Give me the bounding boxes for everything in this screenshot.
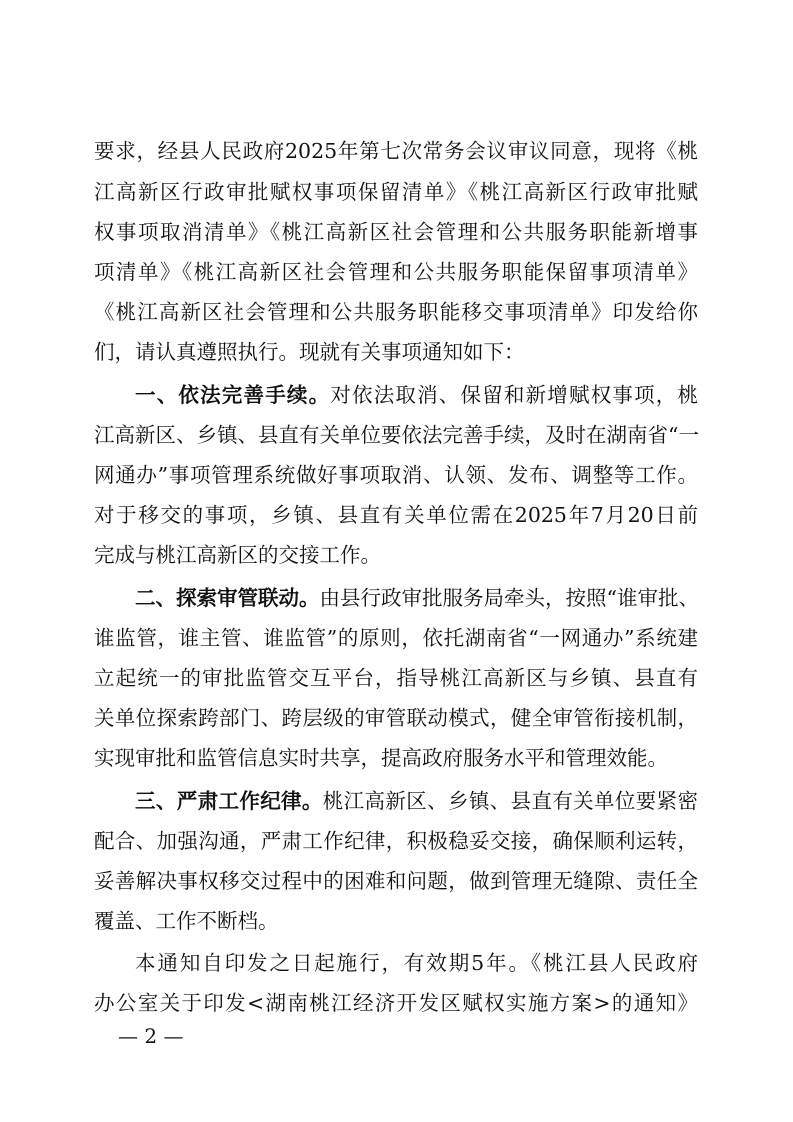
body-text: 对依法取消、保留和新增赋权事项，桃 (330, 383, 699, 407)
body-line (0, 535, 793, 575)
body-line (0, 618, 793, 658)
body-text: 网通办”事项管理系统做好事项取消、认领、发布、调整等工作。 (94, 463, 698, 487)
body-line (0, 698, 793, 738)
body-text: 由县行政审批服务局牵头，按照“谁审批、 (319, 586, 699, 610)
section-line-content (135, 578, 698, 618)
section-line-content (135, 781, 698, 821)
body-line (0, 455, 793, 495)
section-first-line (0, 578, 793, 618)
body-line (0, 252, 793, 292)
page-number: — 2 — (118, 1024, 184, 1048)
body-line (0, 332, 793, 372)
body-text: 办公室关于印发<湖南桃江经济开发区赋权实施方案>的通知》 (94, 991, 698, 1015)
body-text: 立起统一的审批监管交互平台，指导桃江高新区与乡镇、县直有 (94, 666, 698, 690)
body-text: 配合、加强沟通，严肃工作纪律，积极稳妥交接，确保顺利运转， (94, 829, 698, 853)
body-line (0, 861, 793, 901)
body-text: 要求，经县人民政府2025年第七次常务会议审议同意，现将《桃 (94, 139, 698, 163)
body-line (0, 658, 793, 698)
body-text: 权事项取消清单》《桃江高新区社会管理和公共服务职能新增事 (94, 220, 698, 244)
body-line (0, 901, 793, 941)
body-line (0, 131, 793, 171)
section-line-content (135, 375, 698, 415)
body-line (0, 292, 793, 332)
body-text: 实现审批和监管信息实时共享，提高政府服务水平和管理效能。 (94, 746, 668, 770)
section-heading: 三、严肃工作纪律。 (135, 789, 323, 813)
section-first-line (0, 375, 793, 415)
section-heading: 二、探索审管联动。 (135, 586, 320, 610)
body-text: 谁监管，谁主管、谁监管”的原则，依托湖南省“一网通办”系统建 (94, 626, 698, 650)
body-line (0, 495, 793, 535)
section-first-line (0, 781, 793, 821)
body-text: 关单位探索跨部门、跨层级的审管联动模式，健全审管衔接机制， (94, 706, 698, 730)
body-line (0, 172, 793, 212)
body-text: 覆盖、工作不断档。 (94, 909, 279, 933)
body-text: 妥善解决事权移交过程中的困难和问题，做到管理无缝隙、责任全 (94, 869, 698, 893)
body-text: 江高新区、乡镇、县直有关单位要依法完善手续，及时在湖南省“一 (94, 423, 699, 447)
body-text: 们，请认真遵照执行。现就有关事项通知如下： (94, 340, 525, 364)
body-text: 江高新区行政审批赋权事项保留清单》《桃江高新区行政审批赋 (94, 180, 698, 204)
body-text: 项清单》《桃江高新区社会管理和公共服务职能保留事项清单》 (94, 260, 698, 284)
body-line (0, 415, 793, 455)
body-line (0, 943, 793, 983)
body-text: 完成与桃江高新区的交接工作。 (94, 543, 381, 567)
section-heading: 一、依法完善手续。 (135, 383, 331, 407)
body-text: 对于移交的事项，乡镇、县直有关单位需在2025年7月20日前 (94, 503, 698, 527)
body-text: 本通知自印发之日起施行，有效期5年。《桃江县人民政府 (135, 951, 698, 975)
body-text: 桃江高新区、乡镇、县直有关单位要紧密 (322, 789, 699, 813)
body-line (0, 738, 793, 778)
body-line (0, 983, 793, 1023)
body-line (0, 821, 793, 861)
body-line (0, 212, 793, 252)
body-text: 《桃江高新区社会管理和公共服务职能移交事项清单》印发给你 (94, 300, 698, 324)
